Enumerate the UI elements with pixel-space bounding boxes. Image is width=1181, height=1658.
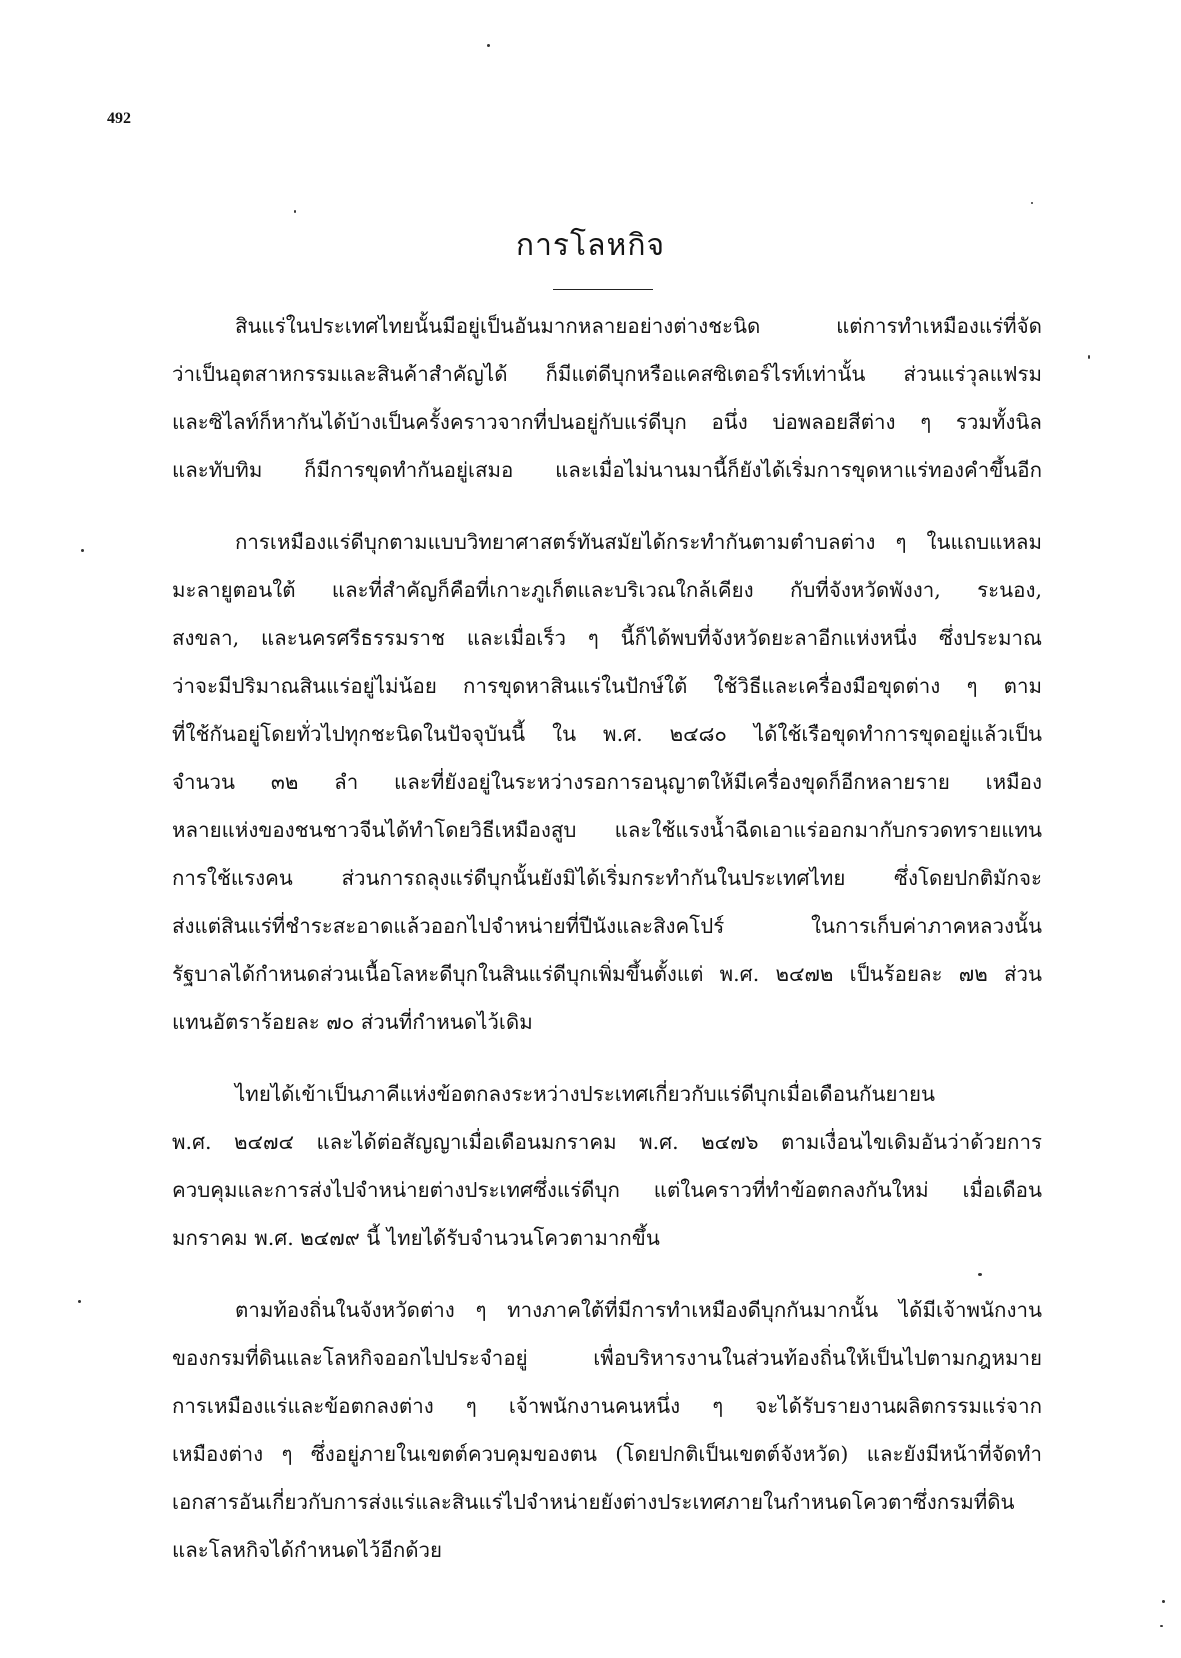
page-number: 492 [107,110,131,127]
title-underline [553,289,653,290]
paragraph-2-line-6: จำนวน ๓๒ ลำ และที่ยังอยู่ในระหว่างรอการอนุญาตให้มีเครื่องขุดก็อีกหลายราย เหมือง [172,770,1042,794]
paragraph-2-line-10: รัฐบาลได้กำหนดส่วนเนื้อโลหะดีบุกในสินแร่ดีบุกเพิ่มขึ้นตั้งแต่ พ.ศ. ๒๔๗๒ เป็นร้อยละ ๗๒ ส่วน [172,962,1042,986]
paragraph-2-line-2: มะลายูตอนใต้ และที่สำคัญก็คือที่เกาะภูเก็ตและบริเวณใกล้เคียง กับที่จังหวัดพังงา, ระนอง, [172,578,1042,602]
paragraph-2-line-4: ว่าจะมีปริมาณสินแร่อยู่ไม่น้อย การขุดหาสินแร่ในปักษ์ใต้ ใช้วิธีและเครื่องมือขุดต่าง ๆ ตาม [172,674,1042,698]
paragraph-1-line-4: และทับทิม ก็มีการขุดทำกันอยู่เสมอ และเมื่อไม่นานมานี้ก็ยังได้เริ่มการขุดหาแร่ทองคำขึ้นอีก [172,458,1042,482]
scan-speck [1160,1625,1163,1627]
paragraph-2-line-5: ที่ใช้กันอยู่โดยทั่วไปทุกชะนิดในปัจจุบันนี้ ใน พ.ศ. ๒๔๘๐ ได้ใช้เรือขุดทำการขุดอยู่แล้วเป็น [172,722,1042,746]
paragraph-4-line-1: ตามท้องถิ่นในจังหวัดต่าง ๆ ทางภาคใต้ที่มีการทำเหมืองดีบุกกันมากนั้น ได้มีเจ้าพนักงาน [235,1298,1042,1322]
paragraph-2-line-1: การเหมืองแร่ดีบุกตามแบบวิทยาศาสตร์ทันสมัยได้กระทำกันตามตำบลต่าง ๆ ในแถบแหลม [235,530,1042,554]
scan-speck [81,549,84,552]
paragraph-2-line-11: แทนอัตราร้อยละ ๗๐ ส่วนที่กำหนดไว้เดิม [172,1010,533,1034]
page-title: การโลหกิจ [515,228,666,263]
paragraph-4-line-5: เอกสารอันเกี่ยวกับการส่งแร่และสินแร่ไปจำหน่ายยังต่างประเทศภายในกำหนดโควตาซึ่งกรมที่ดิน [172,1490,1015,1514]
paragraph-3-line-4: มกราคม พ.ศ. ๒๔๗๙ นี้ ไทยได้รับจำนวนโควตามากขึ้น [172,1226,660,1250]
paragraph-4-line-4: เหมืองต่าง ๆ ซึ่งอยู่ภายในเขตต์ควบคุมของตน (โดยปกติเป็นเขตต์จังหวัด) และยังมีหน้าที่จัดทำ [172,1442,1042,1466]
paragraph-4-line-6: และโลหกิจได้กำหนดไว้อีกด้วย [172,1538,443,1562]
paragraph-4-line-2: ของกรมที่ดินและโลหกิจออกไปประจำอยู่ เพื่อบริหารงานในส่วนท้องถิ่นให้เป็นไปตามกฎหมาย [172,1346,1042,1370]
paragraph-3-line-1: ไทยได้เข้าเป็นภาคีแห่งข้อตกลงระหว่างประเทศเกี่ยวกับแร่ดีบุกเมื่อเดือนกันยายน [235,1082,936,1106]
paragraph-1-line-1: สินแร่ในประเทศไทยนั้นมีอยู่เป็นอันมากหลายอย่างต่างชะนิด แต่การทำเหมืองแร่ที่จัด [235,314,1042,338]
paragraph-3-line-3: ควบคุมและการส่งไปจำหน่ายต่างประเทศซึ่งแร่ดีบุก แต่ในคราวที่ทำข้อตกลงกันใหม่ เมื่อเดือน [172,1178,1042,1202]
paragraph-1-line-2: ว่าเป็นอุตสาหกรรมและสินค้าสำคัญได้ ก็มีแต่ดีบุกหรือแคสซิเตอร์ไรท์เท่านั้น ส่วนแร่วุลแฟรม [172,362,1042,386]
scan-speck [978,1273,982,1276]
paragraph-2-line-3: สงขลา, และนครศรีธรรมราช และเมื่อเร็ว ๆ นี้ก็ได้พบที่จังหวัดยะลาอีกแห่งหนึ่ง ซึ่งประมาณ [172,626,1042,650]
paragraph-4-line-3: การเหมืองแร่และข้อตกลงต่าง ๆ เจ้าพนักงานคนหนึ่ง ๆ จะได้รับรายงานผลิตกรรมแร่จาก [172,1394,1042,1418]
scan-speck [78,1300,81,1303]
scan-speck [487,44,490,47]
scan-speck [294,210,296,213]
paragraph-2-line-9: ส่งแต่สินแร่ที่ชำระสะอาดแล้วออกไปจำหน่ายที่ปีนังและสิงคโปร์ ในการเก็บค่าภาคหลวงนั้น [172,914,1042,938]
scan-speck [1162,1600,1165,1603]
paragraph-3-line-2: พ.ศ. ๒๔๗๔ และได้ต่อสัญญาเมื่อเดือนมกราคม พ.ศ. ๒๔๗๖ ตามเงื่อนไขเดิมอันว่าด้วยการ [172,1130,1042,1154]
scan-speck [1031,202,1033,204]
paragraph-1-line-3: และซิไลท์ก็หากันได้บ้างเป็นครั้งคราวจากที่ปนอยู่กับแร่ดีบุก อนึ่ง บ่อพลอยสีต่าง ๆ รวมทั้งนิล [172,410,1042,434]
paragraph-2-line-8: การใช้แรงคน ส่วนการถลุงแร่ดีบุกนั้นยังมิได้เริ่มกระทำกันในประเทศไทย ซึ่งโดยปกติมักจะ [172,866,1042,890]
paragraph-2-line-7: หลายแห่งของชนชาวจีนได้ทำโดยวิธีเหมืองสูบ และใช้แรงน้ำฉีดเอาแร่ออกมากับกรวดทรายแทน [172,818,1042,842]
scan-speck [1088,355,1090,359]
